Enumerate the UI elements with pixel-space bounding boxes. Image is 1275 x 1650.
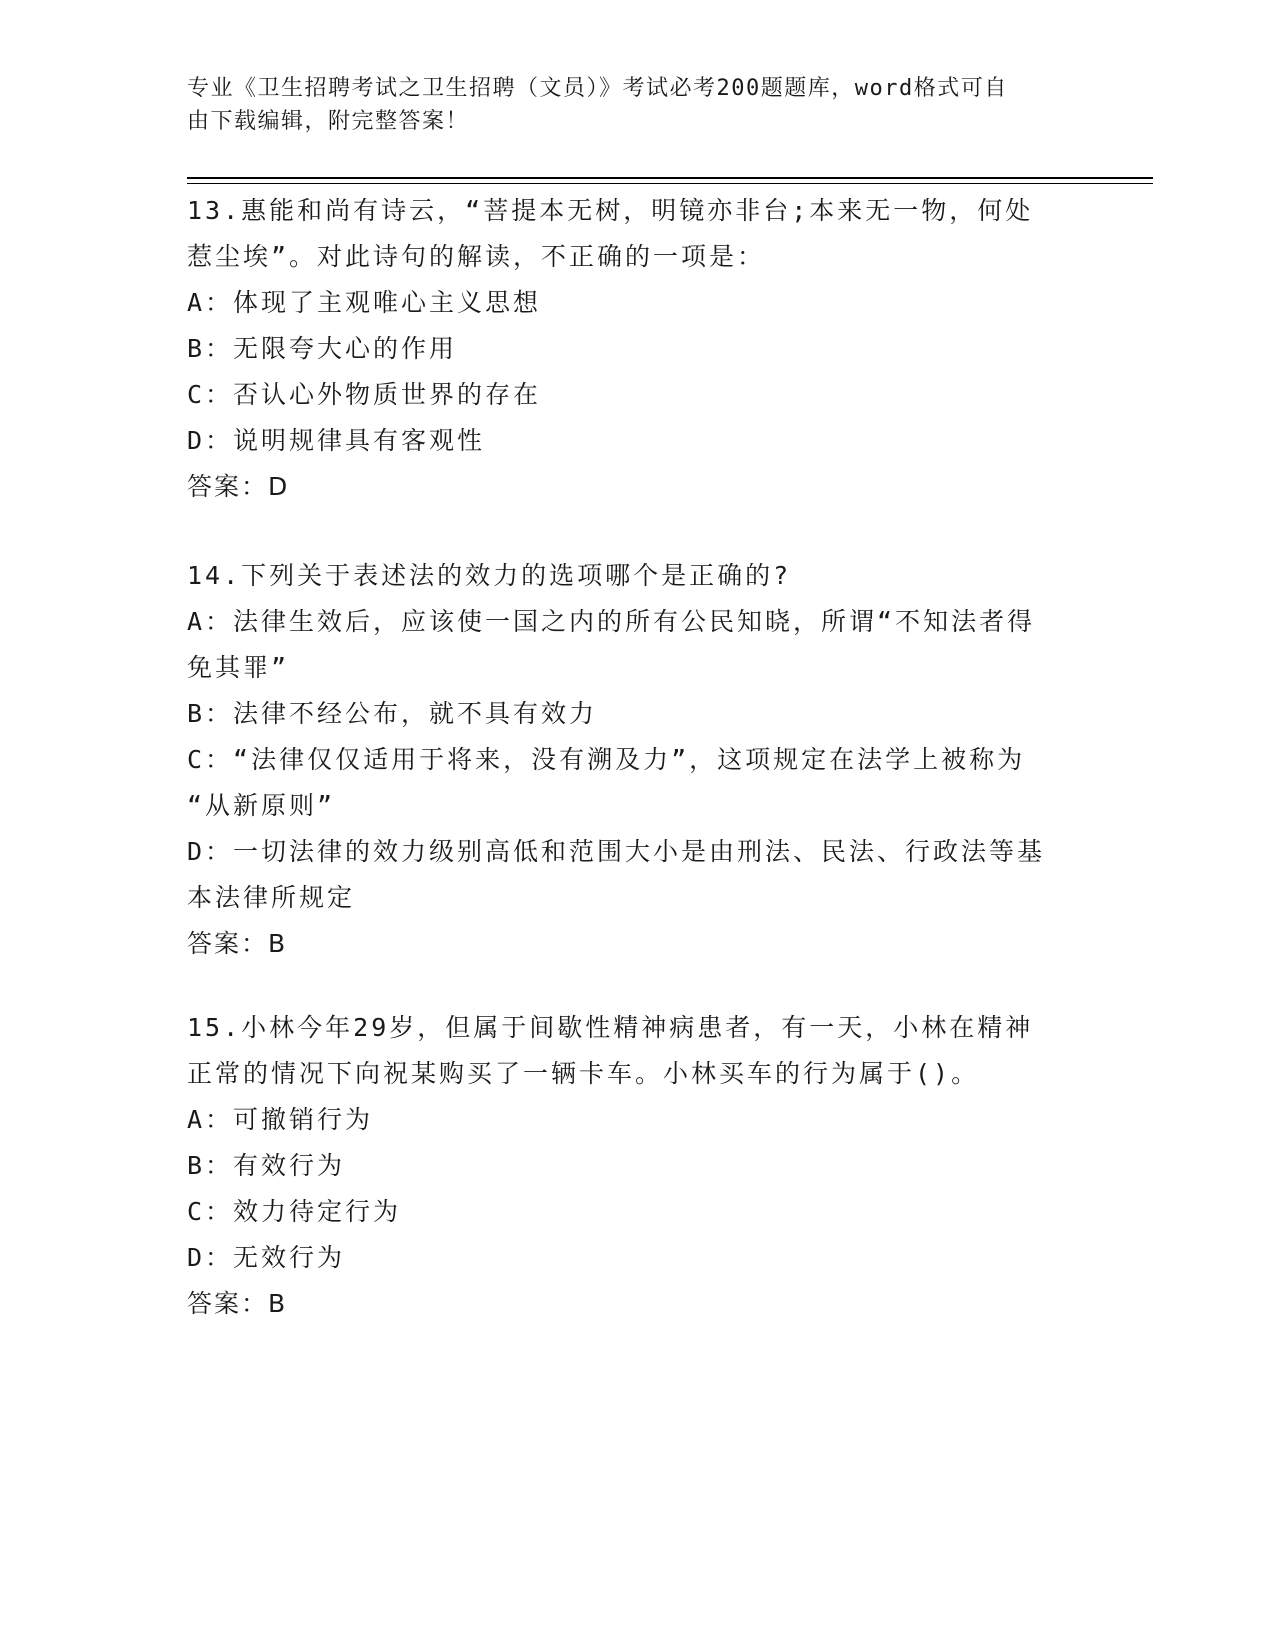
answer: 答案：B xyxy=(187,929,288,958)
header-divider-thin xyxy=(187,183,1153,184)
document-header xyxy=(187,72,1067,138)
option-d: D：一切法律的效力级别高低和范围大小是由刑法、民法、行政法等基 xyxy=(187,837,1046,866)
option-c: C：效力待定行为 xyxy=(187,1197,402,1226)
header-line-1: 专业《卫生招聘考试之卫生招聘（文员）》考试必考200题题库，word格式可自 xyxy=(187,76,1008,101)
question-stem: 惹尘埃”。对此诗句的解读，不正确的一项是： xyxy=(187,242,766,271)
question-14 xyxy=(187,553,1067,967)
answer: 答案：D xyxy=(187,472,290,501)
option-c-continued: “从新原则” xyxy=(187,791,336,820)
option-d-continued: 本法律所规定 xyxy=(187,883,356,912)
question-13 xyxy=(187,188,1067,510)
option-b: B：无限夸大心的作用 xyxy=(187,334,458,363)
header-line-2: 由下载编辑，附完整答案！ xyxy=(187,109,470,134)
option-c: C：否认心外物质世界的存在 xyxy=(187,380,542,409)
header-divider-thick xyxy=(187,177,1153,179)
question-stem: 15.小林今年29岁，但属于间歇性精神病患者，有一天，小林在精神 xyxy=(187,1013,1034,1042)
option-c: C：“法律仅仅适用于将来，没有溯及力”，这项规定在法学上被称为 xyxy=(187,745,1026,774)
option-a: A：体现了主观唯心主义思想 xyxy=(187,288,542,317)
option-b: B：法律不经公布，就不具有效力 xyxy=(187,699,598,728)
option-d: D：无效行为 xyxy=(187,1243,346,1272)
question-stem: 13.惠能和尚有诗云，“菩提本无树，明镜亦非台;本来无一物，何处 xyxy=(187,196,1034,225)
option-a-continued: 免其罪” xyxy=(187,653,290,682)
question-stem: 正常的情况下向祝某购买了一辆卡车。小林买车的行为属于()。 xyxy=(187,1059,980,1088)
option-d: D：说明规律具有客观性 xyxy=(187,426,486,455)
option-b: B：有效行为 xyxy=(187,1151,346,1180)
option-a: A：法律生效后，应该使一国之内的所有公民知晓，所谓“不知法者得 xyxy=(187,607,1036,636)
option-a: A：可撤销行为 xyxy=(187,1105,374,1134)
answer: 答案：B xyxy=(187,1289,288,1318)
question-15 xyxy=(187,1005,1067,1327)
question-stem: 14.下列关于表述法的效力的选项哪个是正确的? xyxy=(187,561,792,590)
